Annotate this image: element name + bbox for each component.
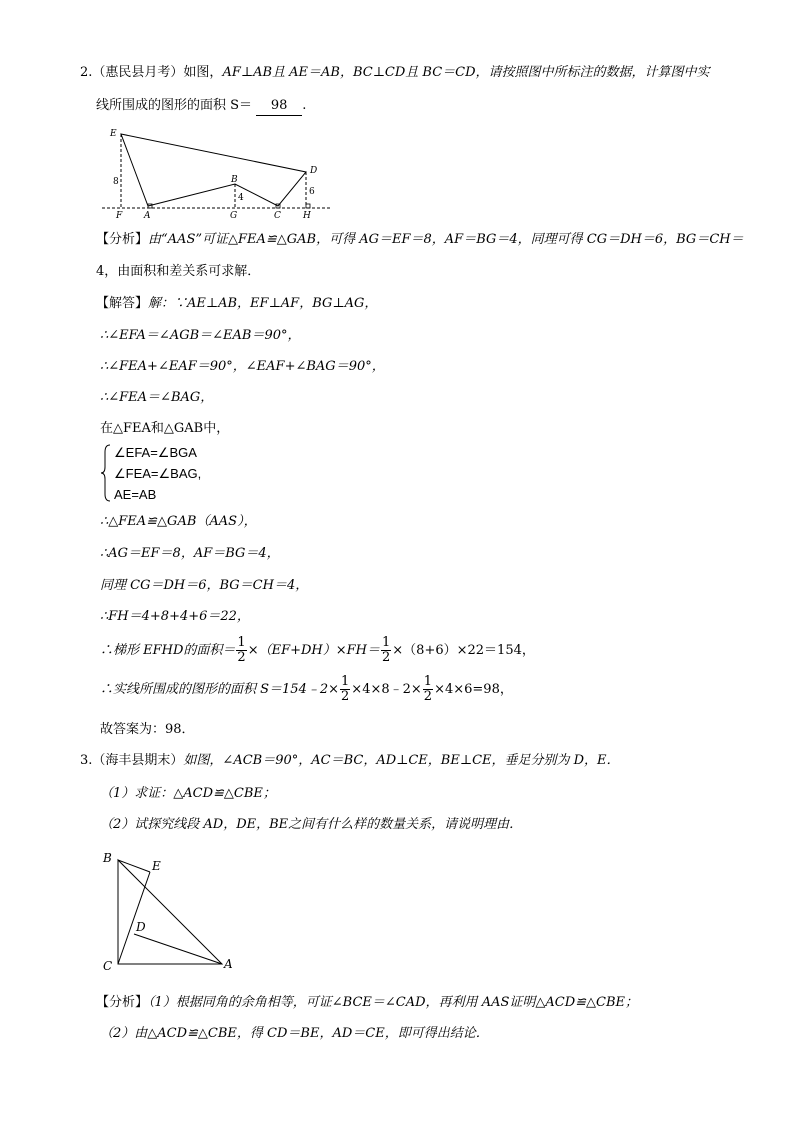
q3-label-d: D xyxy=(136,920,146,934)
q3-stem-text: 如图，∠ACB＝90°，AC＝BC，AD⊥CE，BE⊥CE，垂足分别为 D，E． xyxy=(183,753,620,768)
fraction-denominator: 2 xyxy=(423,689,433,704)
q2-label-f: F xyxy=(116,211,123,220)
q2-sol-5: 在△FEA和△GAB中， xyxy=(100,421,230,436)
q3-source: （海丰县期末） xyxy=(92,753,184,768)
q2-number: 2. xyxy=(80,65,93,80)
q2-figure xyxy=(100,124,340,220)
q2-label-g: G xyxy=(230,211,238,220)
q2-analysis-line1 xyxy=(96,231,744,249)
q2-half-fraction xyxy=(423,675,433,704)
q2-analysis-2: 4，由面积和差关系可求解． xyxy=(96,264,261,279)
q2-sys-3: AE=AB xyxy=(114,487,157,502)
q2-final-answer: 故答案为：98． xyxy=(100,722,195,737)
q3-triangle-abc xyxy=(118,860,222,964)
q3-line-ad xyxy=(134,934,222,964)
q3-label-a: A xyxy=(224,957,233,971)
q2-label-c: C xyxy=(274,211,281,220)
q2-sys-1: ∠EFA=∠BGA xyxy=(114,445,197,460)
fraction-denominator: 2 xyxy=(237,650,246,665)
q3-analysis-label: 【分析】 xyxy=(96,995,149,1010)
q2-length-bg: 4 xyxy=(238,193,244,203)
q3-label-b: B xyxy=(103,851,112,865)
q2-stem-a: 如图， xyxy=(183,65,223,80)
q3-line-ce xyxy=(118,872,150,964)
q2-sol-6: ∴△FEA≌△GAB（AAS）， xyxy=(100,514,257,529)
q2-length-dh: 6 xyxy=(309,187,315,197)
q2-sys-2: ∠FEA=∠BAG, xyxy=(114,466,202,481)
q2-analysis-1: 由“AAS”可证△FEA≌△GAB，可得 AG＝EF＝8，AF＝BG＝4，同理可得 CG＝DH＝6，BG＝CH＝ xyxy=(148,232,744,247)
q2-sol-2: ∴∠EFA＝∠AGB＝∠EAB＝90°， xyxy=(100,328,301,343)
q2-stem-line2-end: . xyxy=(302,98,307,113)
q2-source: （惠民县月考） xyxy=(92,65,184,80)
q2-length-ef: 8 xyxy=(113,177,119,187)
q2-label-e: E xyxy=(110,129,117,139)
q2-sol-11-a: ∴实线所围成的图形的面积 S＝154﹣2× xyxy=(100,682,340,697)
q2-sol-10-a: ∴梯形 EFHD的面积＝ xyxy=(100,643,236,658)
q2-sol-3: ∴∠FEA+∠EAF＝90°，∠EAF+∠BAG＝90°， xyxy=(100,359,385,374)
q2-system-brace xyxy=(100,444,112,502)
q2-label-a: A xyxy=(144,211,151,220)
q2-stem-b: AF⊥AB且 AE＝AB，BC⊥CD且 BC＝CD，请按照图中所标注的数据，计算图中实 xyxy=(222,65,710,80)
fraction-denominator: 2 xyxy=(382,650,391,665)
q2-answer-blank: 98 xyxy=(256,97,302,116)
q3-stem xyxy=(80,752,620,770)
q2-solid-outline xyxy=(121,134,306,206)
q2-solution-line1 xyxy=(96,295,377,313)
q3-part1: （1）求证：△ACD≌△CBE； xyxy=(100,786,276,801)
fraction-numerator: 1 xyxy=(423,674,433,689)
q2-analysis-line2 xyxy=(96,263,260,281)
q3-number: 3. xyxy=(80,753,93,768)
q2-half-fraction xyxy=(340,675,350,704)
q2-sol-7: ∴AG＝EF＝8，AF＝BG＝4， xyxy=(100,546,280,561)
q3-label-c: C xyxy=(103,959,113,973)
q2-sol-10 xyxy=(100,636,535,666)
fraction-numerator: 1 xyxy=(341,674,350,689)
q2-sol-4: ∴∠FEA＝∠BAG， xyxy=(100,390,214,405)
q3-figure xyxy=(100,848,240,973)
q3-analysis-1: （1）根据同角的余角相等，可证∠BCE＝∠CAD，再利用 AAS证明△ACD≌△CBE； xyxy=(148,995,639,1010)
q2-half-fraction xyxy=(236,636,246,665)
q2-label-h: H xyxy=(303,211,311,220)
q2-stem-line1 xyxy=(80,64,710,82)
q2-sol-10-b: ×（EF+DH）×FH＝ xyxy=(247,643,380,658)
q3-analysis-2: （2）由△ACD≌△CBE，得 CD＝BE，AD＝CE，即可得出结论． xyxy=(100,1026,489,1041)
q2-half-fraction xyxy=(381,636,391,665)
q3-part2: （2）试探究线段 AD，DE，BE之间有什么样的数量关系，请说明理由． xyxy=(100,817,523,832)
q2-stem-line2-a: 线所围成的图形的面积 S＝ xyxy=(96,98,253,113)
q2-sol-9: ∴FH＝4+8+4+6＝22， xyxy=(100,609,250,624)
fraction-numerator: 1 xyxy=(382,635,391,650)
q2-right-angle-h xyxy=(306,204,310,208)
q3-analysis-line1 xyxy=(96,994,638,1012)
q2-sol-11-b: ×4×8﹣2× xyxy=(351,682,422,697)
q2-sol-1: 解：∵AE⊥AB，EF⊥AF，BG⊥AG， xyxy=(148,296,378,311)
q2-solution-label: 【解答】 xyxy=(96,296,149,311)
fraction-numerator: 1 xyxy=(237,635,246,650)
q2-sol-8: 同理 CG＝DH＝6，BG＝CH＝4， xyxy=(100,578,309,593)
q2-label-d: D xyxy=(310,166,318,176)
q2-sol-10-c: ×（8+6）×22＝154， xyxy=(392,643,535,658)
q2-analysis-label: 【分析】 xyxy=(96,232,149,247)
q3-label-e: E xyxy=(152,859,161,873)
q3-line-be xyxy=(118,860,150,872)
q2-sol-11 xyxy=(100,675,513,705)
q2-label-b: B xyxy=(231,175,238,185)
q2-stem-line2 xyxy=(96,97,306,116)
q2-sol-11-c: ×4×6=98， xyxy=(434,682,513,697)
fraction-denominator: 2 xyxy=(341,689,350,704)
